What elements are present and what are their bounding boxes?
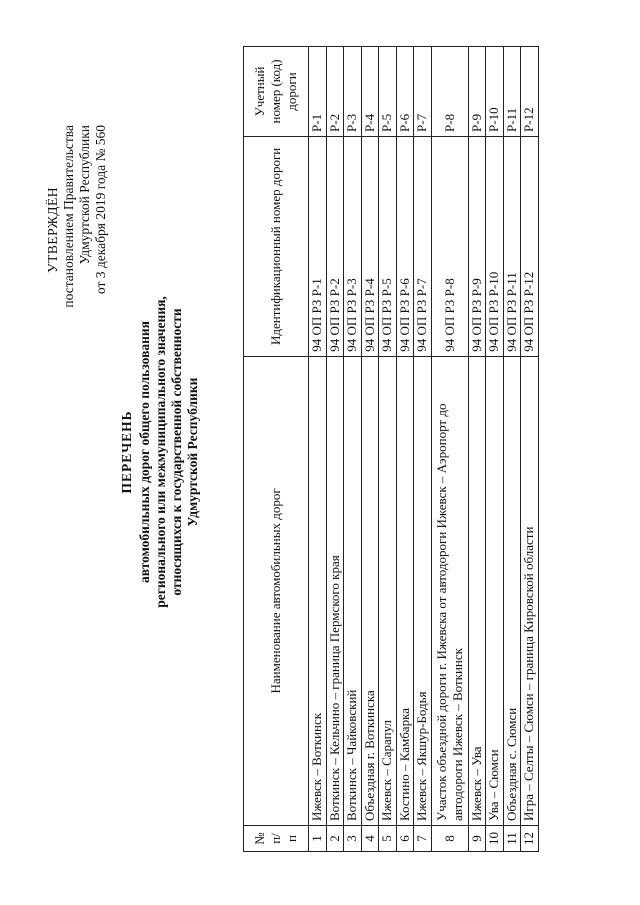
cell-name: Объездная г. Воткинска [361, 356, 379, 825]
cell-id: 94 ОП РЗ Р-9 [468, 136, 486, 356]
cell-id: 94 ОП РЗ Р-7 [414, 136, 432, 356]
cell-num: 12 [521, 826, 539, 852]
cell-num: 9 [468, 826, 486, 852]
approval-block [45, 19, 109, 885]
table-row [486, 47, 504, 852]
heading-line: Удмуртской Республики [185, 377, 200, 527]
table-row [309, 47, 327, 852]
table-row [521, 47, 539, 852]
cell-code: Р-6 [396, 47, 414, 137]
cell-num: 4 [361, 826, 379, 852]
cell-id: 94 ОП РЗ Р-2 [326, 136, 344, 356]
cell-code: Р-4 [361, 47, 379, 137]
cell-code: Р-9 [468, 47, 486, 137]
header-num: № п/п [244, 826, 309, 852]
cell-name: Ижевск – Сарапул [379, 356, 397, 825]
cell-id: 94 ОП РЗ Р-8 [431, 136, 468, 356]
cell-num: 3 [344, 826, 362, 852]
cell-code: Р-7 [414, 47, 432, 137]
cell-code: Р-12 [521, 47, 539, 137]
cell-code: Р-5 [379, 47, 397, 137]
heading-line: автомобильных дорог общего пользования [137, 321, 152, 583]
cell-num: 8 [431, 826, 468, 852]
cell-id: 94 ОП РЗ Р-5 [379, 136, 397, 356]
document-page [7, 19, 633, 885]
cell-name: Воткинск – Кельчино – граница Пермского края [326, 356, 344, 825]
approval-line: постановлением Правительства [61, 125, 76, 308]
cell-name: Игра – Селты – Сюмси – граница Кировской области [521, 356, 539, 825]
cell-code: Р-10 [486, 47, 504, 137]
roads-table [243, 46, 539, 852]
cell-code: Р-8 [431, 47, 468, 137]
cell-id: 94 ОП РЗ Р-12 [521, 136, 539, 356]
header-code: Учетный номер (код) дороги [244, 47, 309, 137]
cell-id: 94 ОП РЗ Р-6 [396, 136, 414, 356]
cell-name: Костино – Камбарка [396, 356, 414, 825]
cell-id: 94 ОП РЗ Р-11 [503, 136, 521, 356]
heading-line: относящихся к государственной собственности [169, 308, 184, 596]
table-row [344, 47, 362, 852]
cell-name: Ижевск – Ува [468, 356, 486, 825]
cell-id: 94 ОП РЗ Р-1 [309, 136, 327, 356]
cell-num: 1 [309, 826, 327, 852]
table-row [379, 47, 397, 852]
cell-code: Р-3 [344, 47, 362, 137]
heading-line: регионального или межмуниципального значения, [153, 296, 168, 608]
cell-num: 6 [396, 826, 414, 852]
cell-num: 7 [414, 826, 432, 852]
header-name: Наименование автомобильных дорог [244, 356, 309, 825]
cell-name: Ижевск – Якшур-Бодья [414, 356, 432, 825]
document-heading [119, 19, 201, 885]
approval-line: от 3 декабря 2019 года № 560 [93, 125, 108, 295]
table-row [326, 47, 344, 852]
approval-line: Удмуртской Республики [77, 125, 92, 265]
cell-num: 10 [486, 826, 504, 852]
cell-num: 2 [326, 826, 344, 852]
cell-id: 94 ОП РЗ Р-10 [486, 136, 504, 356]
cell-code: Р-2 [326, 47, 344, 137]
table-row [503, 47, 521, 852]
table-row [468, 47, 486, 852]
cell-num: 5 [379, 826, 397, 852]
cell-name: Ижевск – Воткинск [309, 356, 327, 825]
cell-id: 94 ОП РЗ Р-3 [344, 136, 362, 356]
table-row [431, 47, 468, 852]
cell-name: Объездная с. Сюмси [503, 356, 521, 825]
cell-name: Участок объездной дороги г. Ижевска от автодороги Ижевск – Аэропорт до автодороги Ижевск – Воткинск [431, 356, 468, 825]
cell-name: Воткинск – Чайковский [344, 356, 362, 825]
table-row [361, 47, 379, 852]
cell-id: 94 ОП РЗ Р-4 [361, 136, 379, 356]
header-id: Идентификационный номер дороги [244, 136, 309, 356]
approval-title: УТВЕРЖДЁН [45, 187, 60, 273]
cell-num: 11 [503, 826, 521, 852]
cell-code: Р-11 [503, 47, 521, 137]
document-title: ПЕРЕЧЕНЬ [119, 410, 134, 494]
cell-code: Р-1 [309, 47, 327, 137]
table-row [396, 47, 414, 852]
cell-name: Ува – Сюмси [486, 356, 504, 825]
table-row [414, 47, 432, 852]
table-header-row [244, 47, 309, 852]
